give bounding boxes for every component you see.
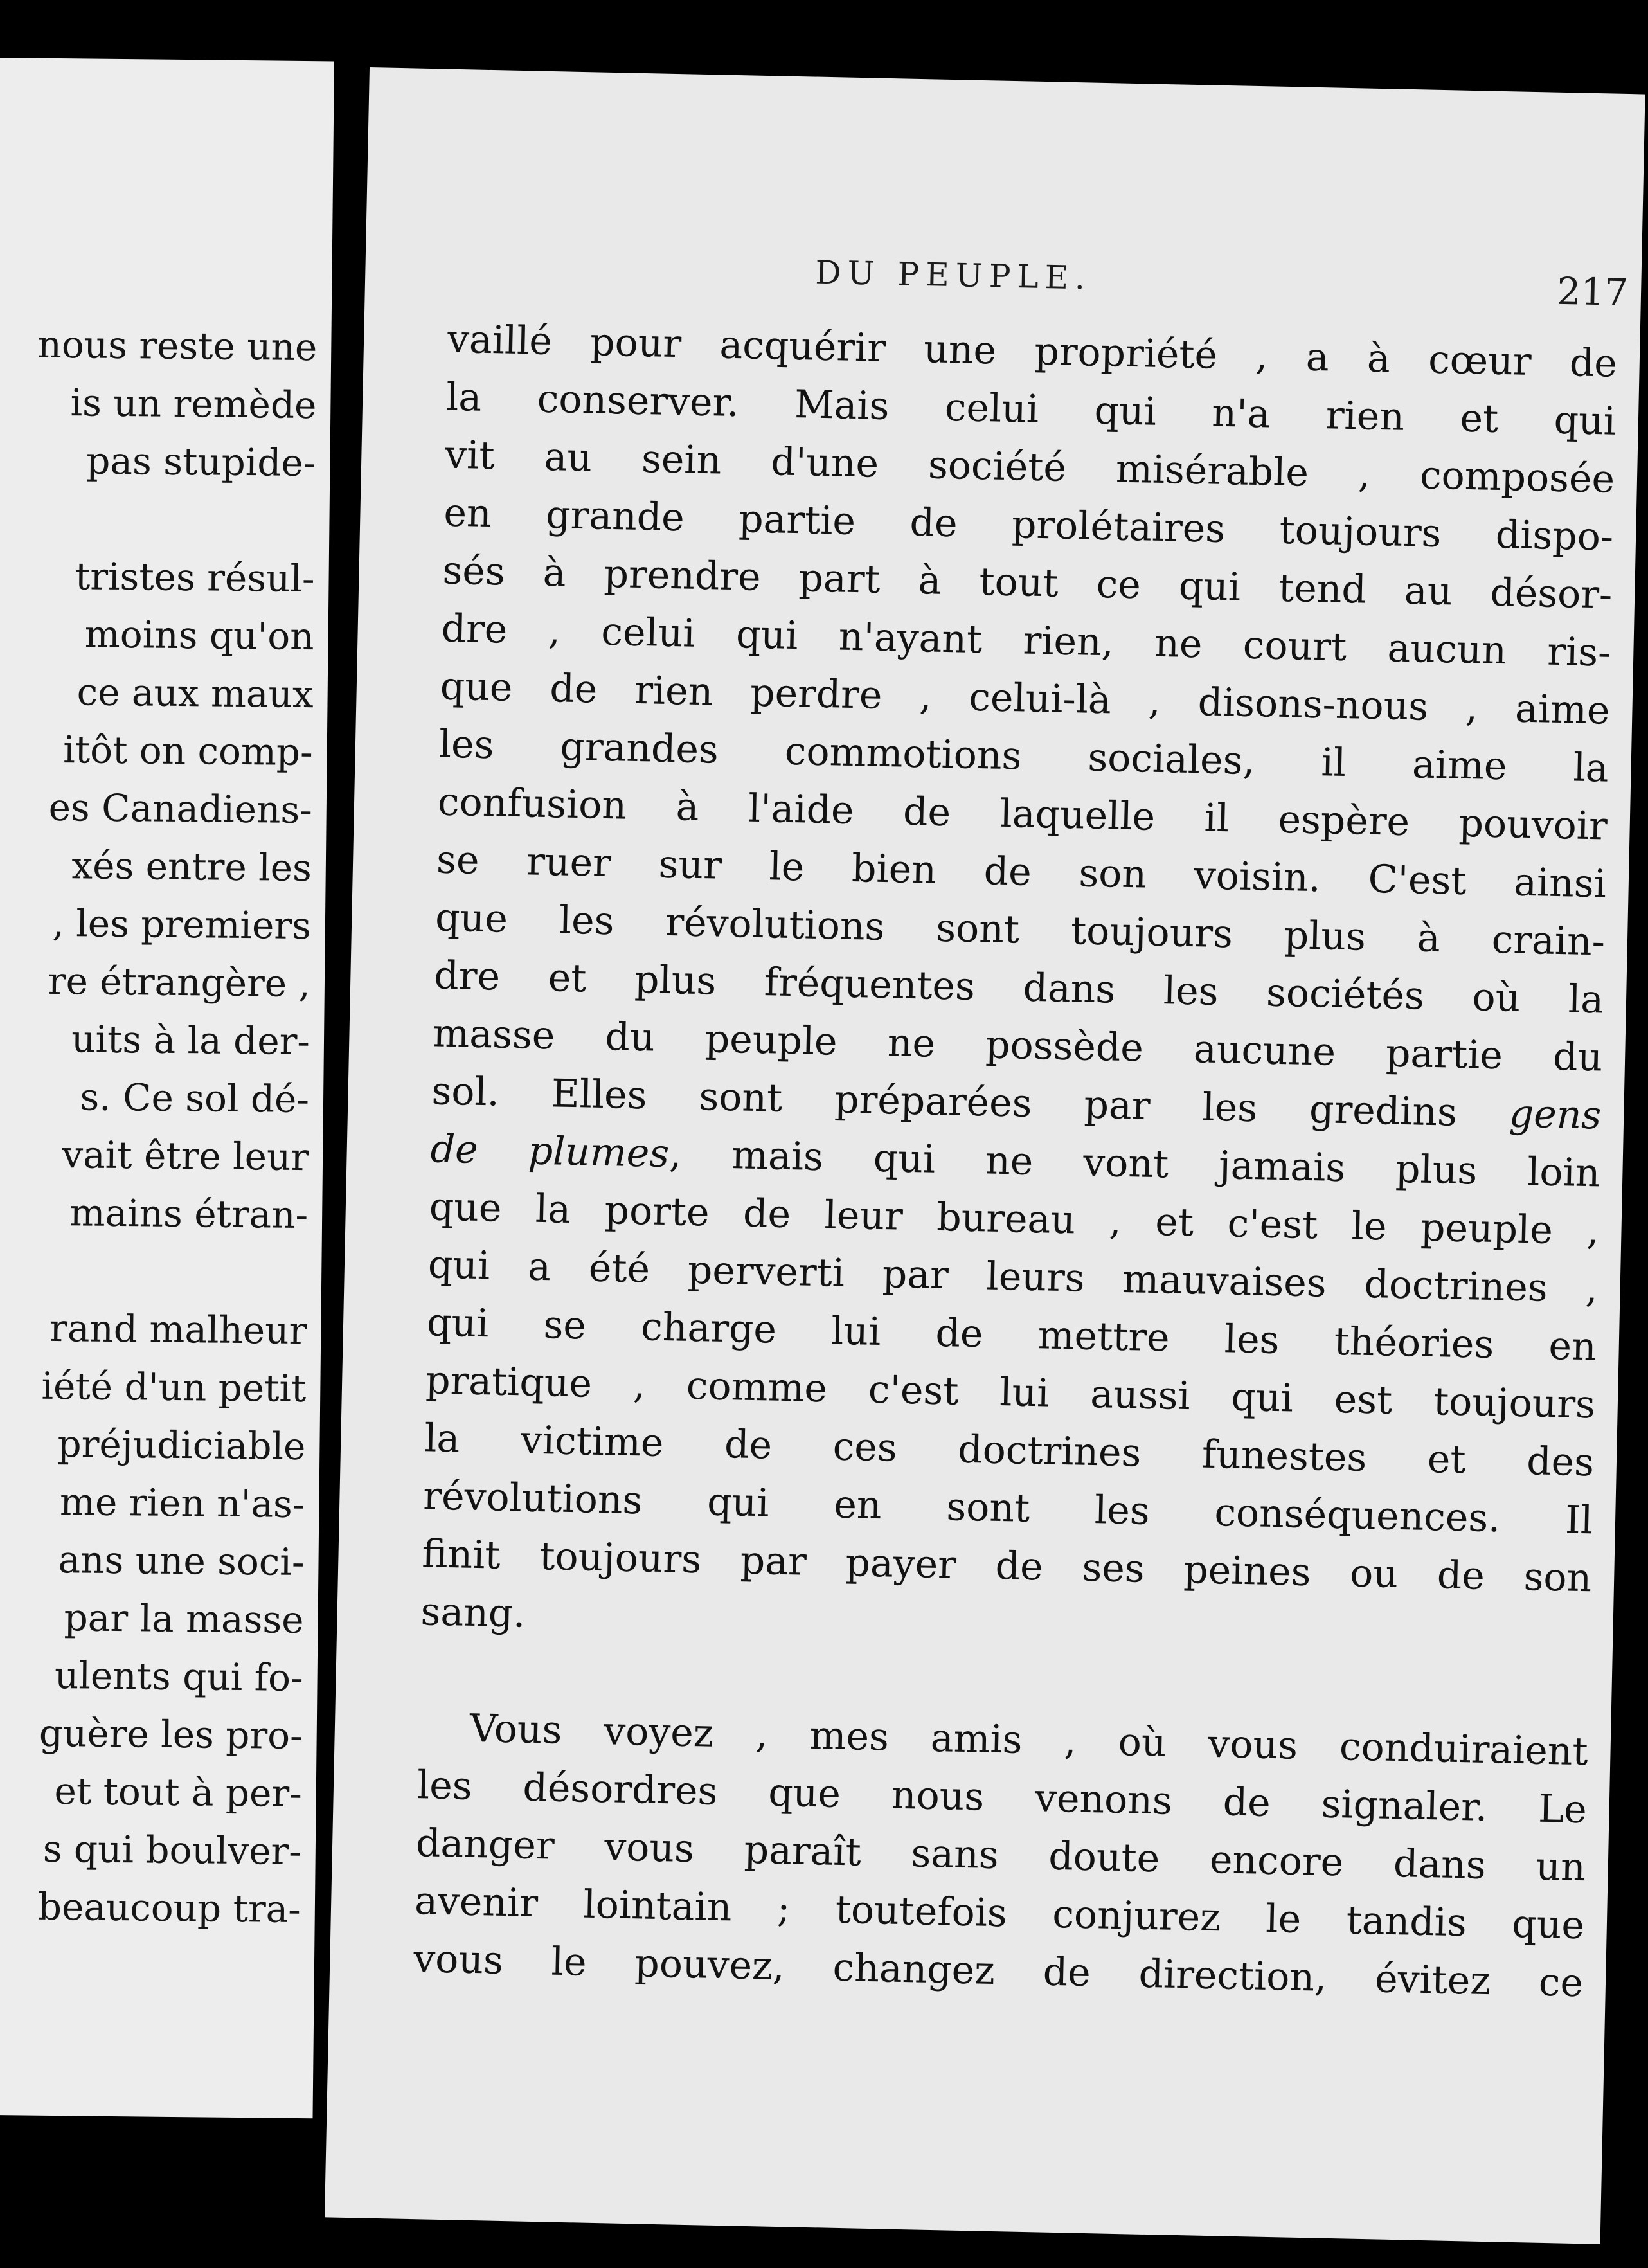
running-title: DU PEUPLE. <box>814 253 1092 297</box>
text-line: avenir lointain ; toutefois conjurez le tandis que <box>414 1878 1585 1949</box>
text-line: qui a été perverti par leurs mauvaises doctrines , <box>427 1242 1599 1312</box>
text-line: que la porte de leur bureau , et c'est le peuple , <box>429 1184 1600 1254</box>
text-line: que de rien perdre , celui-là , disons-nous , aime <box>440 663 1611 734</box>
left-line: re étrangère , <box>48 959 311 1006</box>
page-number: 217 <box>1556 269 1629 315</box>
text-line: confusion à l'aide de laquelle il espère pouvoir <box>437 779 1608 849</box>
left-line: es Canadiens- <box>48 785 313 833</box>
left-line: iété d'un petit <box>41 1364 307 1411</box>
italic-fragment: de plumes <box>430 1126 670 1177</box>
text-line: vous le pouvez, changez de direction, évitez ce <box>413 1936 1584 2006</box>
left-line: me rien n'as- <box>59 1480 305 1527</box>
text-line: vaillé pour acquérir une propriété , a à cœur de <box>447 316 1618 386</box>
text-fragment: sol. Elles sont préparées par les gredins <box>431 1068 1510 1137</box>
text-line: danger vous paraît sans doute encore dans un <box>415 1821 1586 1891</box>
left-page <box>0 58 334 2118</box>
text-line: la victime de ces doctrines funestes et des <box>424 1416 1595 1486</box>
left-line: itôt on comp- <box>63 728 314 775</box>
text-line: masse du peuple ne possède aucune partie du <box>432 1011 1603 1081</box>
left-line: xés entre les <box>71 843 312 890</box>
right-page <box>325 68 1645 2244</box>
text-fragment: , mais qui ne vont jamais plus loin <box>668 1131 1601 1196</box>
left-line: ans une soci- <box>58 1538 305 1585</box>
left-line: rand malheur <box>49 1306 307 1353</box>
text-line: la conserver. Mais celui qui n'a rien et qui <box>445 374 1617 444</box>
left-line: nous reste une <box>37 322 318 370</box>
text-line: les grandes commotions sociales, il aime la <box>438 721 1609 791</box>
italic-fragment: gens <box>1509 1091 1602 1138</box>
left-line: , les premiers <box>52 901 312 948</box>
left-line: guère les pro- <box>39 1711 303 1758</box>
left-paragraph-gap <box>0 486 316 550</box>
left-line: is un remède <box>70 381 317 428</box>
left-paragraph-gap <box>0 1238 308 1302</box>
left-line: pas stupide- <box>86 438 316 485</box>
paragraph-last-line: sang. <box>420 1589 526 1637</box>
left-line: mains étran- <box>69 1191 309 1238</box>
text-line: en grande partie de prolétaires toujours dispo- <box>443 490 1614 560</box>
text-line: sés à prendre part à tout ce qui tend au désor- <box>442 548 1613 618</box>
left-page-text <box>0 312 318 1938</box>
text-line: révolutions qui en sont les conséquences. Il <box>422 1473 1593 1544</box>
left-line: s. Ce sol dé- <box>80 1075 310 1122</box>
left-line: uits à la der- <box>71 1017 310 1064</box>
left-line: ulents qui fo- <box>54 1653 303 1700</box>
left-line: tristes résul- <box>75 554 315 601</box>
left-line: par la masse <box>64 1596 304 1643</box>
text-line: les désordres que nous venons de signaler. Le <box>416 1763 1588 1833</box>
text-line: pratique , comme c'est lui aussi qui est toujours <box>425 1358 1596 1428</box>
text-line: se ruer sur le bien de son voisin. C'est ainsi <box>436 837 1607 907</box>
body-text <box>413 310 1617 2013</box>
left-line: s qui boulver- <box>42 1826 302 1874</box>
paragraph-first-line: Vous voyez , mes amis , où vous conduiraient <box>469 1706 1589 1775</box>
text-line: vit au sein d'une société misérable , composée <box>444 432 1615 502</box>
text-line: dre et plus fréquentes dans les sociétés où la <box>433 953 1604 1023</box>
left-line: ce aux maux <box>76 670 314 717</box>
text-line: dre , celui qui n'ayant rien, ne court aucun ris- <box>441 606 1612 676</box>
text-line: qui se charge lui de mettre les théories en <box>426 1300 1597 1370</box>
left-line: et tout à per- <box>54 1769 303 1816</box>
left-line: préjudiciable <box>57 1422 306 1469</box>
left-line: beaucoup tra- <box>37 1884 301 1932</box>
left-line: vait être leur <box>62 1133 309 1180</box>
left-line: moins qu'on <box>84 612 314 659</box>
text-line: finit toujours par payer de ses peines ou de son <box>421 1531 1592 1601</box>
running-head <box>365 244 1642 323</box>
text-line: que les révolutions sont toujours plus à crain- <box>434 895 1606 965</box>
